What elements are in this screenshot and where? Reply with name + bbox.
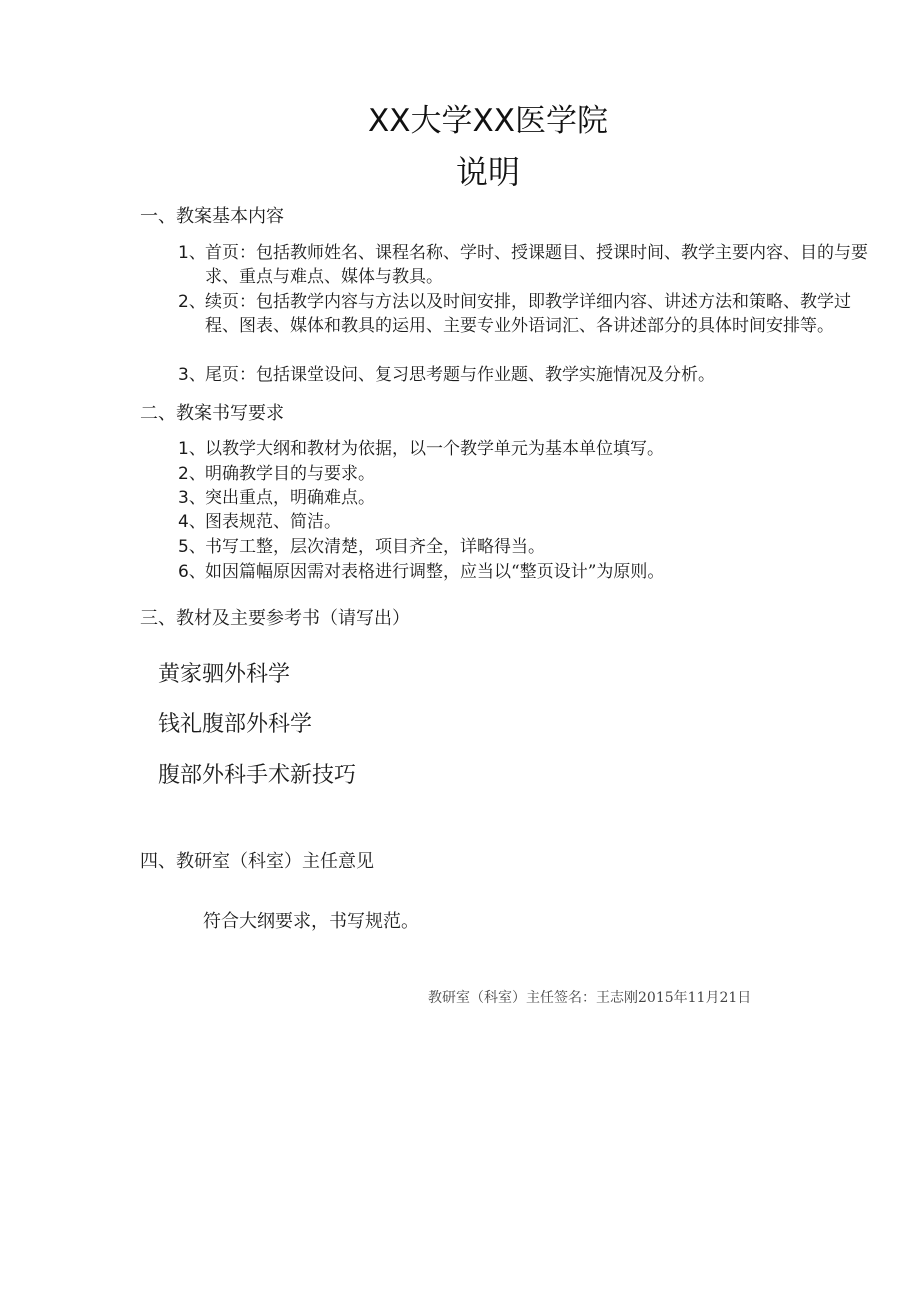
item-number: 5、 (178, 537, 206, 557)
document-title: XX大学XX医学院 (368, 103, 608, 139)
item-text: 如因篇幅原因需对表格进行调整，应当以“整页设计”为原则。 (205, 562, 665, 582)
section2-item-3 (178, 486, 878, 510)
item-number: 1、 (178, 243, 206, 263)
item-text: 尾页：包括课堂设问、复习思考题与作业题、教学实施情况及分析。 (205, 365, 715, 385)
director-opinion: 符合大纲要求，书写规范。 (203, 911, 419, 932)
item-text: 以教学大纲和教材为依据，以一个教学单元为基本单位填写。 (205, 439, 664, 459)
section2-item-2 (178, 462, 878, 486)
section1-heading: 一、教案基本内容 (140, 206, 284, 227)
item-text: 图表规范、简洁。 (205, 512, 341, 532)
reference-book-1: 黄家驷外科学 (158, 662, 291, 687)
director-signature: 教研室（科室）主任签名：王志刚2015年11月21日 (428, 990, 752, 1006)
section2-heading: 二、教案书写要求 (140, 403, 284, 424)
reference-book-3: 腹部外科手术新技巧 (158, 763, 357, 788)
item-number: 4、 (178, 512, 206, 532)
item-number: 3、 (178, 488, 206, 508)
reference-book-2: 钱礼腹部外科学 (158, 712, 313, 737)
item-text: 突出重点，明确难点。 (205, 488, 375, 508)
section2-item-6 (178, 560, 878, 584)
item-number: 2、 (178, 464, 206, 484)
section2-item-5 (178, 535, 878, 559)
section1-item-1 (178, 241, 878, 289)
item-number: 6、 (178, 562, 206, 582)
item-number: 2、 (178, 292, 206, 312)
section1-item-2 (178, 290, 878, 338)
section2-item-1 (178, 437, 878, 461)
section4-heading: 四、教研室（科室）主任意见 (140, 851, 374, 872)
item-number: 3、 (178, 365, 206, 385)
section2-item-4 (178, 510, 878, 534)
item-text: 续页：包括教学内容与方法以及时间安排，即教学详细内容、讲述方法和策略、教学过程、图表、媒体和教具的运用、主要专业外语词汇、各讲述部分的具体时间安排等。 (205, 292, 851, 336)
item-text: 明确教学目的与要求。 (205, 464, 375, 484)
section1-item-3 (178, 363, 878, 387)
item-text: 首页：包括教师姓名、课程名称、学时、授课题目、授课时间、教学主要内容、目的与要求、重点与难点、媒体与教具。 (205, 243, 868, 287)
item-number: 1、 (178, 439, 206, 459)
section3-heading: 三、教材及主要参考书（请写出） (140, 608, 410, 629)
document-subtitle: 说明 (455, 153, 520, 191)
item-text: 书写工整，层次清楚，项目齐全，详略得当。 (205, 537, 545, 557)
